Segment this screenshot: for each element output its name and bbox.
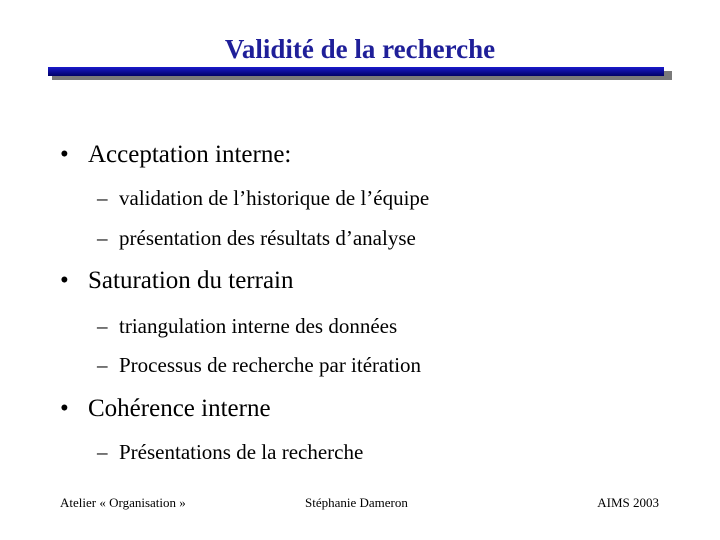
sub-item — [97, 439, 363, 465]
bullet-saturation-du-terrain — [60, 266, 294, 296]
bullet-acceptation-interne — [60, 140, 291, 170]
sub-item-text: Présentations de la recherche — [119, 440, 364, 464]
sub-item — [97, 313, 397, 339]
bullet-label: Acceptation interne: — [88, 141, 292, 168]
sub-item-text: triangulation interne des données — [119, 314, 398, 338]
sub-item — [97, 185, 429, 211]
sub-item — [97, 352, 421, 378]
sub-dash: – — [97, 440, 108, 464]
sub-dash: – — [97, 186, 108, 210]
sub-dash: – — [97, 353, 108, 377]
bullet-dot: • — [60, 267, 69, 294]
footer-right: AIMS 2003 — [597, 495, 659, 510]
sub-item-text: présentation des résultats d’analyse — [119, 226, 416, 250]
sub-dash: – — [97, 226, 108, 250]
sub-item-text: validation de l’historique de l’équipe — [119, 186, 430, 210]
slide-title: Validité de la recherche — [224, 34, 496, 64]
bullet-coherence-interne — [60, 394, 271, 424]
bullet-dot: • — [60, 141, 69, 168]
sub-item-text: Processus de recherche par itération — [119, 353, 422, 377]
bullet-label: Cohérence interne — [88, 395, 271, 422]
sub-item — [97, 225, 416, 251]
footer-left: Atelier « Organisation » — [60, 495, 186, 510]
bullet-dot: • — [60, 395, 69, 422]
footer-center: Stéphanie Dameron — [305, 495, 408, 510]
sub-dash: – — [97, 314, 108, 338]
bullet-label: Saturation du terrain — [88, 267, 294, 294]
